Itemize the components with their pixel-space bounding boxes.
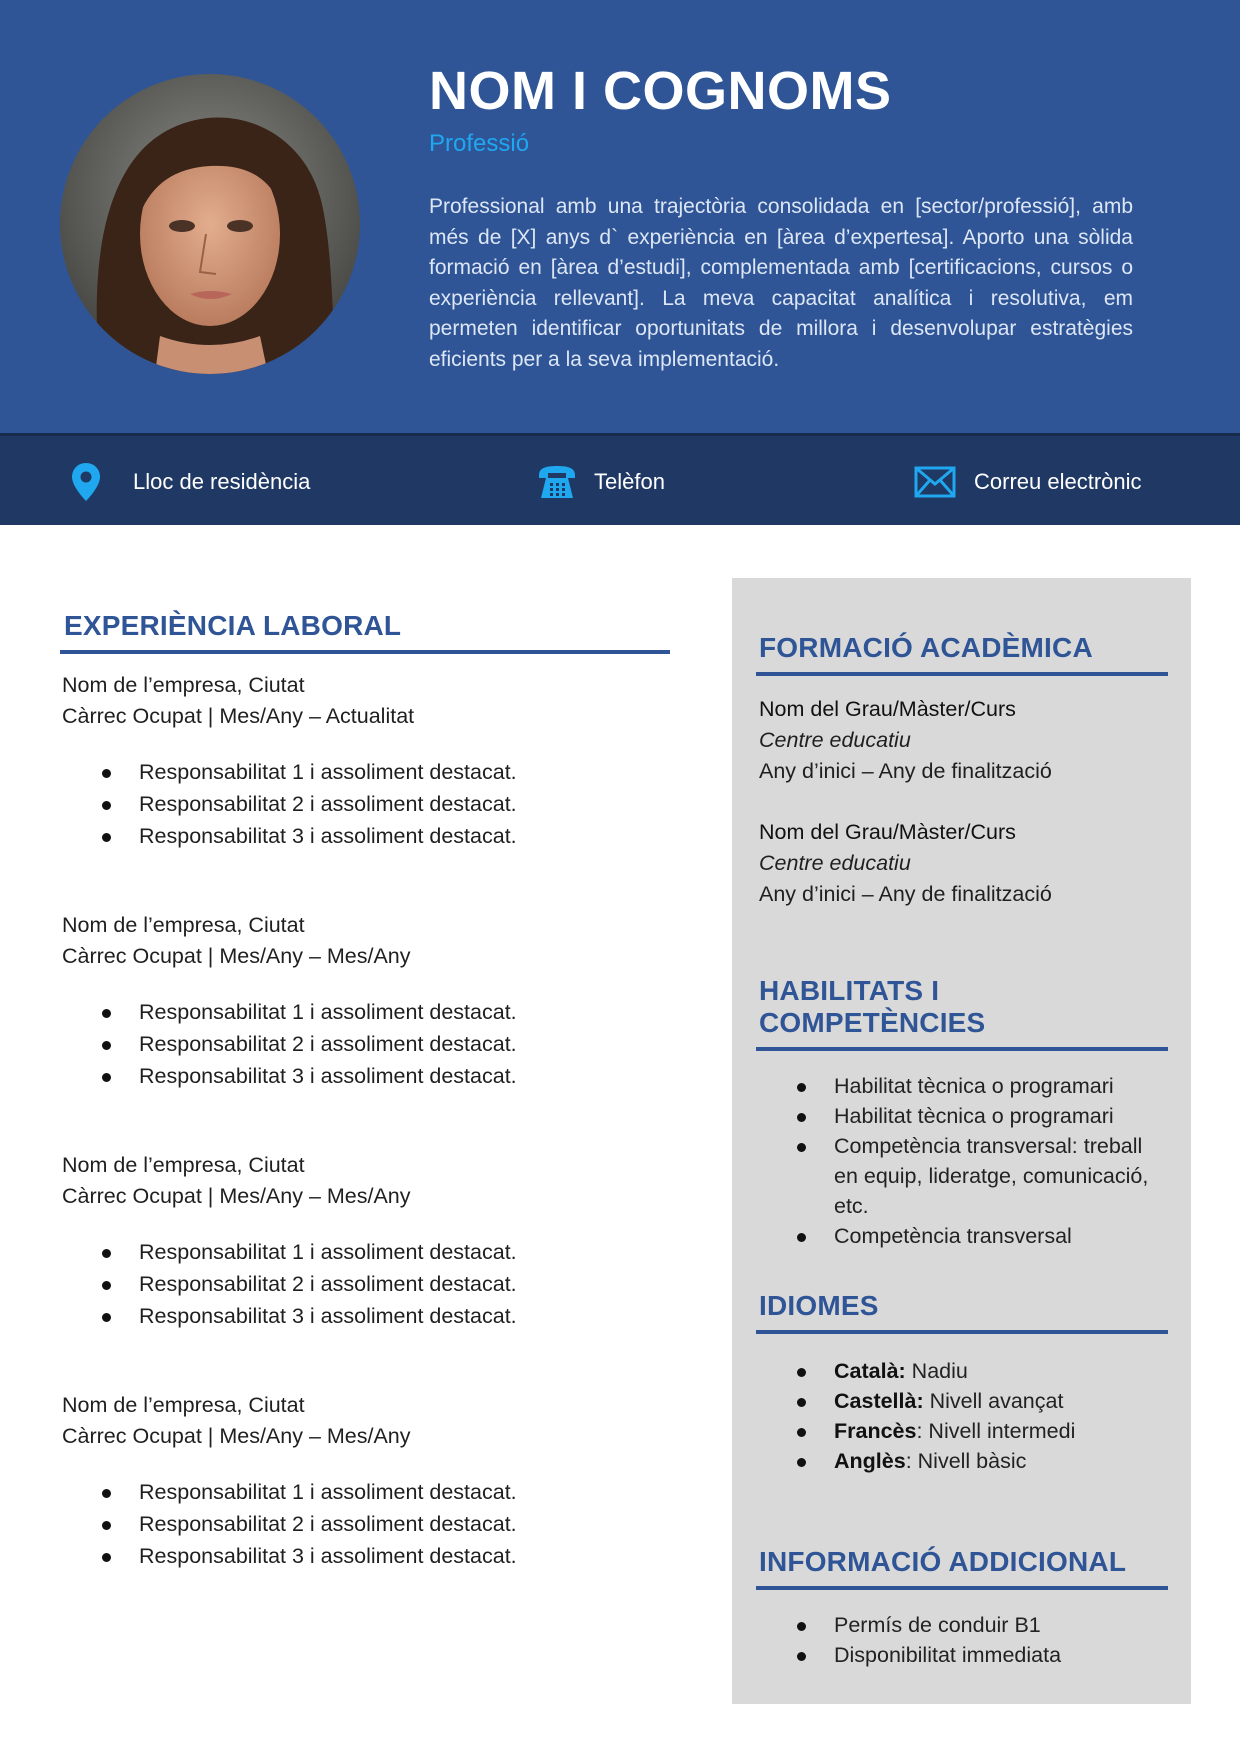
language-level: Nadiu	[905, 1359, 968, 1383]
list-item	[756, 1416, 1168, 1446]
language-name: Català:	[834, 1359, 906, 1383]
job-city: , Ciutat	[236, 673, 305, 697]
job-bullets	[62, 756, 670, 852]
languages-list	[756, 1356, 1168, 1476]
additional-divider	[756, 1586, 1168, 1590]
experience-divider	[60, 650, 670, 654]
list-item: Responsabilitat 1 i assoliment destacat.	[62, 1236, 670, 1268]
education-divider	[756, 672, 1168, 676]
contact-email	[914, 436, 1142, 528]
job-entry	[62, 910, 670, 1092]
list-item: Permís de conduir B1	[756, 1610, 1168, 1640]
job-entry	[62, 1150, 670, 1332]
job-role: Càrrec Ocupat | Mes/Any – Mes/Any	[62, 1424, 411, 1448]
job-city: , Ciutat	[236, 913, 305, 937]
additional-section	[756, 1546, 1168, 1670]
language-name: Castellà:	[834, 1389, 924, 1413]
job-company: Nom de l’empresa	[62, 913, 237, 937]
list-item: Responsabilitat 2 i assoliment destacat.	[62, 1268, 670, 1300]
list-item	[756, 1356, 1168, 1386]
list-item: Responsabilitat 3 i assoliment destacat.	[62, 1300, 670, 1332]
skills-title: HABILITATS I COMPETÈNCIES	[759, 975, 986, 1038]
language-level: : Nivell intermedi	[916, 1419, 1076, 1443]
list-item: Responsabilitat 3 i assoliment destacat.	[62, 820, 670, 852]
contact-phone	[536, 436, 665, 528]
contact-phone-label: Telèfon	[594, 469, 665, 494]
list-item: Habilitat tècnica o programari	[756, 1071, 1168, 1101]
list-item: Responsabilitat 2 i assoliment destacat.	[62, 1508, 670, 1540]
list-item: Competència transversal: treball en equip, lideratge, comunicació, etc.	[756, 1131, 1168, 1221]
education-degree: Nom del Grau/Màster/Curs	[759, 820, 1016, 844]
candidate-name: NOM I COGNOMS	[429, 61, 892, 121]
language-level: : Nivell bàsic	[905, 1449, 1027, 1473]
job-role: Càrrec Ocupat | Mes/Any – Mes/Any	[62, 944, 411, 968]
experience-section	[62, 610, 670, 1572]
education-entry	[759, 694, 1168, 787]
language-name: Francès	[834, 1419, 917, 1443]
experience-title: EXPERIÈNCIA LABORAL	[64, 610, 402, 641]
job-company-line	[62, 1390, 670, 1421]
skills-section	[756, 975, 1168, 1251]
languages-divider	[756, 1330, 1168, 1334]
list-item: Responsabilitat 2 i assoliment destacat.	[62, 788, 670, 820]
list-item: Responsabilitat 2 i assoliment destacat.	[62, 1028, 670, 1060]
profile-photo	[60, 74, 360, 374]
job-company: Nom de l’empresa	[62, 1153, 237, 1177]
languages-title: IDIOMES	[759, 1290, 879, 1321]
job-company: Nom de l’empresa	[62, 673, 237, 697]
profession-title: Professió	[429, 130, 530, 157]
language-name: Anglès	[834, 1449, 906, 1473]
job-company-line	[62, 670, 670, 701]
job-role: Càrrec Ocupat | Mes/Any – Actualitat	[62, 704, 415, 728]
job-bullets	[62, 996, 670, 1092]
header-band	[0, 0, 1240, 433]
list-item: Responsabilitat 1 i assoliment destacat.	[62, 1476, 670, 1508]
list-item: Competència transversal	[756, 1221, 1168, 1251]
contact-bar	[0, 433, 1240, 525]
education-school: Centre educatiu	[759, 728, 911, 752]
list-item	[756, 1446, 1168, 1476]
language-level: Nivell avançat	[923, 1389, 1064, 1413]
list-item: Responsabilitat 1 i assoliment destacat.	[62, 756, 670, 788]
list-item: Habilitat tècnica o programari	[756, 1101, 1168, 1131]
list-item: Responsabilitat 3 i assoliment destacat.	[62, 1060, 670, 1092]
profile-photo-image	[60, 74, 360, 374]
map-pin-icon	[70, 462, 102, 502]
list-item: Responsabilitat 1 i assoliment destacat.	[62, 996, 670, 1028]
job-city: , Ciutat	[236, 1153, 305, 1177]
job-bullets	[62, 1236, 670, 1332]
job-company-line	[62, 1150, 670, 1181]
education-years: Any d’inici – Any de finalització	[759, 882, 1052, 906]
job-bullets	[62, 1476, 670, 1572]
contact-location-label: Lloc de residència	[133, 469, 311, 494]
education-school: Centre educatiu	[759, 851, 911, 875]
contact-email-label: Correu electrònic	[974, 469, 1142, 494]
profile-summary: Professional amb una trajectòria consolidada en [sector/professió], amb més de [X] anys d` experiència en [àrea d’expertesa]. Aporto una sòlida formació en [àrea d’estudi], complementada amb [certificacions, cursos o experiència rellevant]. La meva capacitat analítica i resolutiva, em permeten identificar oportunitats de millora i desenvolupar estratègies eficients per a la seva implementació.	[429, 195, 1133, 371]
job-role: Càrrec Ocupat | Mes/Any – Mes/Any	[62, 1184, 411, 1208]
job-city: , Ciutat	[236, 1393, 305, 1417]
job-entry	[62, 670, 670, 852]
envelope-icon	[914, 466, 956, 498]
list-item: Disponibilitat immediata	[756, 1640, 1168, 1670]
education-degree: Nom del Grau/Màster/Curs	[759, 697, 1016, 721]
additional-title: INFORMACIÓ ADDICIONAL	[759, 1546, 1127, 1577]
skills-list	[756, 1071, 1168, 1251]
skills-divider	[756, 1047, 1168, 1051]
list-item: Responsabilitat 3 i assoliment destacat.	[62, 1540, 670, 1572]
additional-list	[756, 1610, 1168, 1670]
job-company-line	[62, 910, 670, 941]
phone-icon	[536, 464, 578, 500]
contact-location	[70, 436, 310, 528]
job-entry	[62, 1390, 670, 1572]
job-company: Nom de l’empresa	[62, 1393, 237, 1417]
education-section	[756, 632, 1168, 910]
education-title: FORMACIÓ ACADÈMICA	[759, 632, 1093, 663]
education-entry	[759, 817, 1168, 910]
education-years: Any d’inici – Any de finalització	[759, 759, 1052, 783]
languages-section	[756, 1290, 1168, 1476]
list-item	[756, 1386, 1168, 1416]
